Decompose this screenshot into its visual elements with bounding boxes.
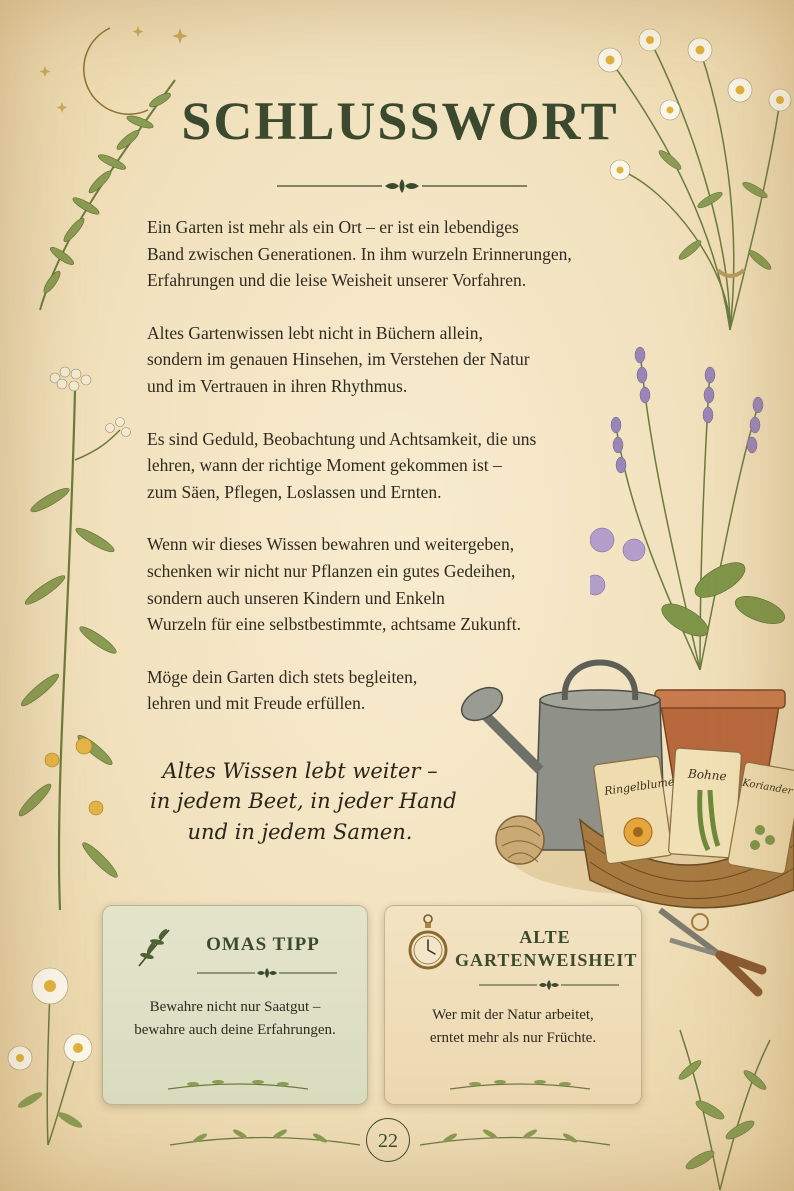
seed-packet-label: Bohne (687, 766, 728, 784)
card-text-line: bewahre auch deine Erfahrungen. (134, 1022, 336, 1039)
herb-illustration (640, 1010, 794, 1191)
alte-gartenweisheit-card (384, 905, 642, 1105)
card-title (455, 926, 638, 973)
text-line: sondern auch unseren Kindern und Enkeln (147, 587, 445, 608)
paragraph (147, 426, 597, 506)
text-line: Ein Garten ist mehr als ein Ort – er ist ein lebendiges (147, 217, 519, 237)
fern-border-ornament (163, 1074, 313, 1096)
text-line: lehren, wann der richtige Moment gekommen ist – (147, 455, 502, 476)
closing-quote (150, 756, 457, 847)
text-line: zum Säen, Pflegen, Loslassen und Ernten. (147, 481, 442, 502)
title-divider-ornament (277, 176, 527, 196)
body-text (147, 214, 597, 743)
quote-line: und in jedem Samen. (187, 819, 413, 844)
quote-line: Altes Wissen lebt weiter – (162, 759, 438, 783)
card-text-line: Wer mit der Natur arbeitet, (432, 1007, 594, 1023)
text-line: Wenn wir dieses Wissen bewahren und weitergeben, (147, 534, 515, 555)
card-text (113, 996, 357, 1043)
text-line: schenken wir nicht nur Pflanzen ein gutes Gedeihen, (147, 560, 516, 581)
pocket-watch-icon (407, 914, 449, 974)
omas-tipp-card (102, 905, 368, 1105)
seed-packet-label: Ringelblume (603, 775, 676, 798)
page-number: 22 (366, 1118, 410, 1162)
text-line: Band zwischen Generationen. In ihm wurzeln Erinnerungen, (147, 243, 572, 264)
card-title: OMAS TIPP (206, 934, 320, 955)
text-line: lehren und mit Freude erfüllen. (147, 693, 366, 714)
text-line: sondern im genauen Hinsehen, im Verstehen der Natur (147, 349, 530, 370)
card-title-line: ALTE (519, 927, 571, 947)
paragraph (147, 214, 597, 294)
card-title-line: GARTENWEISHEIT (455, 950, 638, 971)
fern-border-ornament (445, 1074, 595, 1096)
text-line: Möge dein Garten dich stets begleiten, (147, 666, 418, 687)
chamomile-icon (0, 950, 110, 1150)
card-divider-ornament (197, 966, 337, 980)
yarrow-illustration (0, 360, 160, 920)
paragraph (147, 664, 597, 717)
lavender-icon (590, 340, 790, 680)
card-text (395, 1004, 631, 1051)
page-title: SCHLUSSWORT (181, 91, 619, 151)
paragraph (147, 531, 597, 637)
text-line: Altes Gartenwissen lebt nicht in Büchern allein, (147, 322, 483, 343)
seed-packet-label: Koriander (741, 777, 794, 798)
text-line: Wurzeln für eine selbstbestimmte, achtsame Zukunft. (147, 614, 521, 635)
quote-line: in jedem Beet, in jeder Hand (150, 789, 457, 814)
paragraph (147, 320, 597, 400)
bottom-vine-ornament (170, 1120, 360, 1160)
card-divider-ornament (479, 978, 619, 992)
card-text-line: erntet mehr als nur Früchte. (429, 1030, 597, 1047)
garden-shears-illustration (650, 900, 770, 1000)
text-line: Erfahrungen und die leise Weisheit unserer Vorfahren. (147, 270, 527, 291)
herb-sprig-icon (133, 926, 173, 970)
chamomile-bouquet-illustration (580, 20, 794, 340)
bottom-vine-ornament (420, 1120, 610, 1160)
card-text-line: Bewahre nicht nur Saatgut – (149, 999, 321, 1015)
text-line: Es sind Geduld, Beobachtung und Achtsamkeit, die uns (147, 428, 537, 449)
text-line: und im Vertrauen in ihren Rhythmus. (147, 375, 408, 396)
